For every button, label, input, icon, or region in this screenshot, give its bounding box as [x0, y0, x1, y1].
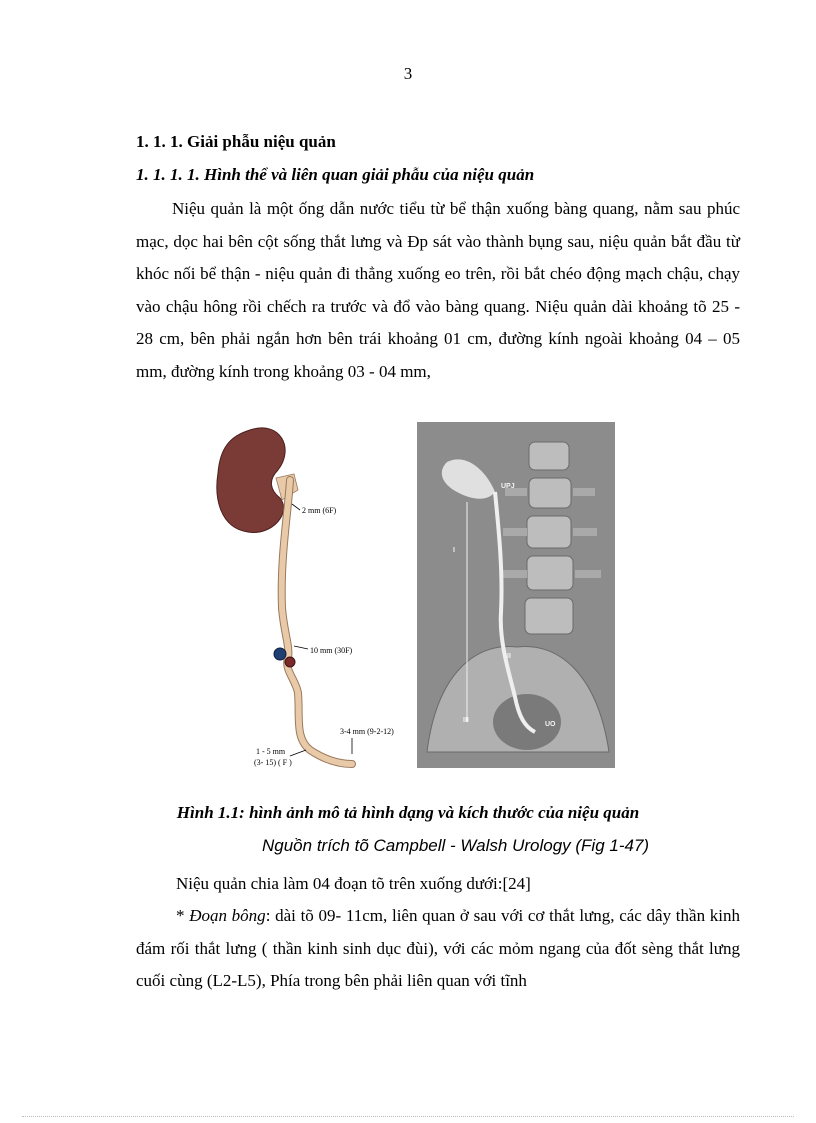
process: [575, 570, 601, 578]
ureter-tube-fill: [282, 480, 352, 764]
vertebra: [527, 516, 571, 548]
segment-description: : dài tõ 09- 11cm, liên quan ở sau với cơ thắt lưng, các dây thần kinh đám rối thắt lưng ( thần kinh sinh dục đùi), với các mỏm ngang của đốt sèng thắt lưng cuối cùng (L2-L5), Phía trong bên phải liên quan với tĩnh: [136, 906, 740, 990]
subsection-heading: 1. 1. 1. 1. Hình thể và liên quan giải phẫu của niệu quản: [136, 165, 535, 184]
xray-label-upj: UPJ: [501, 483, 515, 490]
xray-label-roman-2: II: [507, 653, 511, 660]
process: [503, 528, 527, 536]
iliac-artery-circle: [285, 657, 295, 667]
segments-paragraph: Niệu quản chia làm 04 đoạn tõ trên xuống dưới:[24]: [176, 874, 531, 893]
label-bottom-line1: 1 - 5 mm: [256, 747, 286, 756]
label-lower: 3-4 mm (9-2-12): [340, 727, 394, 736]
figure-caption: Hình 1.1: hình ảnh mô tả hình dạng và kích thước của niệu quản: [176, 803, 640, 822]
process: [573, 488, 595, 496]
vertebra: [529, 442, 569, 470]
segment-term: Đoạn bông: [189, 906, 266, 925]
vertebra: [529, 478, 571, 508]
label-upper: 2 mm (6F): [302, 506, 337, 515]
vertebra: [527, 556, 573, 590]
process: [501, 570, 527, 578]
ureter-tube: [282, 480, 352, 764]
kidney-shape: [217, 428, 285, 533]
label-bottom-line2: (3- 15) ( F ): [254, 758, 292, 767]
process: [573, 528, 597, 536]
page-bottom-rule: [22, 1116, 794, 1117]
xray-label-roman-1: I: [453, 547, 455, 554]
xray-label-uo: UO: [545, 721, 556, 728]
arrow-middle: [294, 646, 308, 649]
section-heading: 1. 1. 1. Giải phẫu niệu quản: [136, 132, 336, 151]
iliac-vein-circle: [274, 648, 286, 660]
intro-paragraph: Niệu quản là một ống dẫn nước tiểu từ bể thận xuống bàng quang, nằm sau phúc mạc, dọc hai bên cột sống thắt lưng và Đp sát vào thành bụng sau, niệu quản bắt đầu từ khóc nối bể thận - niệu quản đi thẳng xuống eo trên, rồi bắt chéo động mạch chậu, chạy vào chậu hông rồi chếch ra trước và đổ vào bàng quang. Niệu quản dài khoảng tõ 25 - 28 cm, bên phải ngắn hơn bên trái khoảng 01 cm, đường kính ngoài khoảng 04 – 05 mm, đường kính trong khoảng 03 - 04 mm,: [136, 199, 740, 381]
urogram-xray: [417, 422, 615, 768]
arrow-bottom: [290, 750, 306, 756]
label-middle: 10 mm (30F): [310, 646, 353, 655]
page-number: 3: [403, 64, 413, 83]
vertebra: [525, 598, 573, 634]
ureter-diagram: [210, 418, 415, 773]
arrow-upper: [292, 504, 300, 510]
ureter-figure: [210, 418, 620, 773]
xray-label-roman-3: III: [463, 717, 469, 724]
bullet-prefix: *: [176, 906, 190, 925]
lumbar-segment-paragraph: [136, 900, 740, 998]
figure-source: Nguồn trích tõ Campbell - Walsh Urology (Fig 1-47): [262, 836, 650, 855]
